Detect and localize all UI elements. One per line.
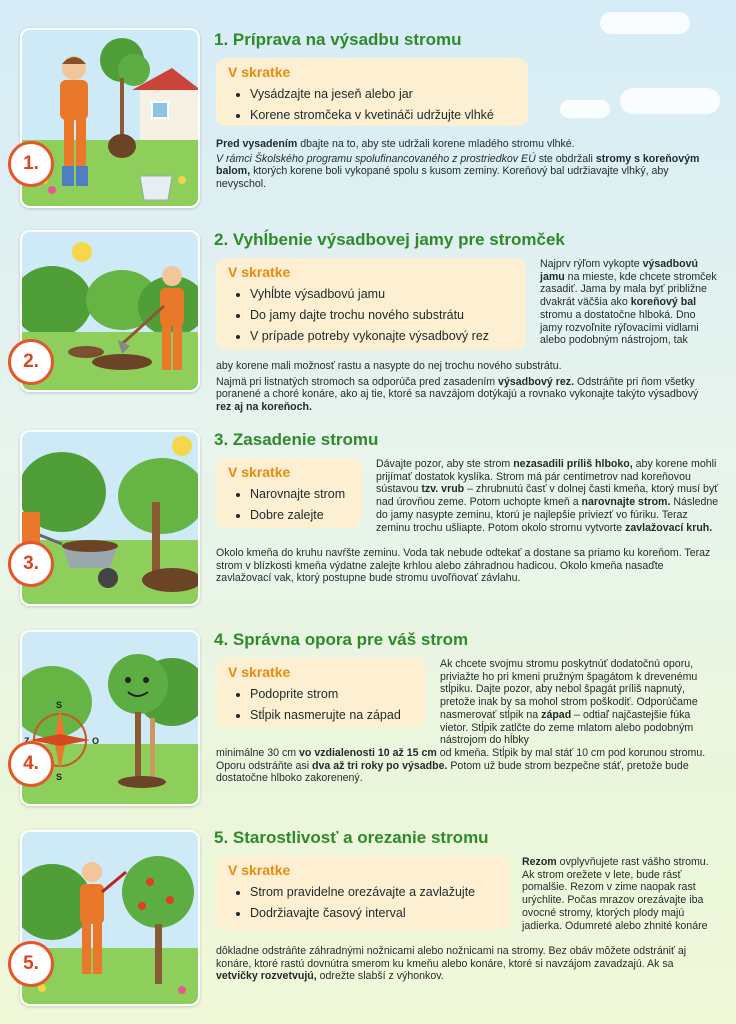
summary-item: • Vyhĺbte výsadbovú jamu [250, 284, 514, 305]
cloud-decoration [560, 100, 610, 118]
paragraph: V rámci Školského programu spolufinancovaného z prostriedkov EÚ ste obdržali stromy s koreňovým balom, ktorých korene boli vykopané spolu s kusom zeminy. Koreňový bal udržiavajte vlhký, aby nevyschol. [216, 152, 700, 191]
summary-box [216, 458, 362, 528]
summary-heading: V skratke [228, 64, 291, 80]
summary-item: • V prípade potreby vykonajte výsadbový rez [250, 326, 514, 347]
paragraph: Pred vysadením dbajte na to, aby ste udržali korene mladého stromu vlhké. [216, 138, 575, 150]
side-text [376, 458, 722, 534]
summary-box [216, 856, 510, 930]
summary-item: • Dodržiavajte časový interval [250, 903, 498, 924]
step-number-badge: 3. [8, 541, 54, 587]
summary-list [228, 684, 414, 726]
cloud-decoration [620, 88, 720, 114]
step-number-badge: 5. [8, 941, 54, 987]
section-title: 5. Starostlivosť a orezanie stromu [214, 828, 489, 847]
summary-item: • Stĺpik nasmerujte na západ [250, 705, 414, 726]
step-number-badge: 2. [8, 339, 54, 385]
section-text [216, 747, 716, 785]
step-number-badge: 4. [8, 741, 54, 787]
section-text [216, 547, 716, 585]
paragraph: Ak chcete svojmu stromu poskytnúť dodatočnú oporu, priviažte ho pri kmeni pružným špagátom k drevenému stĺpiku. Dajte pozor, aby nebol špagát príliš napnutý, pretože inak by sa mohol strom poškodiť. Odporúčame nasmerovať stĺpik na západ – odtiaľ najčastejšie fúka vietor. Stĺpik zatlčte do zeme mlatom alebo podobným nástrojom do hĺbky [440, 658, 698, 747]
section-title: 4. Správna opora pre váš strom [214, 630, 469, 649]
summary-heading: V skratke [228, 464, 291, 480]
summary-heading: V skratke [228, 664, 291, 680]
side-text [440, 658, 720, 747]
cloud-decoration [600, 12, 690, 34]
paragraph: minimálne 30 cm vo vzdialenosti 10 až 15 cm od kmeňa. Stĺpik by mal stáť 10 cm pod korunou stromu. Oporu odstráňte asi dva až tri roky po výsadbe. Potom už bude strom bezpečne stáť, pretože bude dostatočne hlboko zakorenený. [216, 747, 706, 785]
compass-east-label: O [92, 736, 100, 746]
side-text [522, 856, 720, 932]
summary-item: • Strom pravidelne orezávajte a zavlažujte [250, 882, 498, 903]
step-number-badge: 1. [8, 141, 54, 187]
summary-box [216, 258, 526, 350]
summary-heading: V skratke [228, 264, 291, 280]
summary-list [228, 84, 516, 126]
summary-item: • Vysádzajte na jeseň alebo jar [250, 84, 516, 105]
summary-box [216, 58, 528, 126]
paragraph: aby korene mali možnosť rastu a nasypte do nej trochu nového substrátu. [216, 360, 562, 372]
section-title: 2. Vyhĺbenie výsadbovej jamy pre stromček [214, 230, 565, 249]
summary-item: • Do jamy dajte trochu nového substrátu [250, 305, 514, 326]
paragraph: dôkladne odstráňte záhradnými nožnicami alebo nožnicami na stromy. Bez obáv môžete odstrániť aj konáre, ktoré rastú dovnútra smerom ku kmeňu alebo konáre, ktoré si navzájom zavadzajú. Ak sa vetvičky rozvetvujú, odrežte slabší z výhonkov. [216, 945, 687, 983]
summary-list [228, 484, 350, 526]
summary-item: • Korene stromčeka v kvetináči udržujte vlhké [250, 105, 516, 126]
section-text [216, 138, 716, 191]
summary-list [228, 284, 514, 347]
section-text [216, 945, 716, 983]
paragraph: Okolo kmeňa do kruhu navŕšte zeminu. Voda tak nebude odtekať a dostane sa priamo ku koreňom. Teraz strom v blízkosti kmeňa výdatne zalejte krhlou alebo záhradnou hadicou. Okolo kmeňa nasaďte zavlažovací vak, ktorý postupne bude stromu uvoľňovať závlahu. [216, 547, 711, 585]
paragraph: Najprv rýľom vykopte výsadbovú jamu na mieste, kde chcete stromček zasadiť. Jama by mala byť približne dvakrát väčšia ako koreňový bal stromu a dostatočne hlboká. Dno jamy rozvoľnite rýľovacími vidlami alebo podobným nástrojom, tak [540, 258, 717, 347]
illustration-planting-preparation [20, 28, 200, 208]
compass-south-label: S [56, 772, 63, 782]
section-title: 3. Zasadenie stromu [214, 430, 379, 449]
section-text [216, 360, 716, 414]
section-title: 1. Príprava na výsadbu stromu [214, 30, 462, 49]
paragraph: Najmä pri listnatých stromoch sa odporúča pred zasadením výsadbový rez. Odstráňte pri ňom všetky poranené a choré konáre, ako aj tie, ktoré sa navzájom dotýkajú a rovnako vykonajte takýto výsadbový rez aj na koreňoch. [216, 375, 699, 414]
compass-north-label: S [56, 700, 63, 710]
summary-heading: V skratke [228, 862, 291, 878]
paragraph: Dávajte pozor, aby ste strom nezasadili príliš hlboko, aby korene mohli prijímať dostatok kyslíka. Strom má pár centimetrov nad koreňovou sústavou tzv. vrub – zhrubnutú časť v dolnej časti kmeňa, ktorý musí byť nad úrovňou zeme. Potom uchopte kmeň a narovnajte strom. Následne do jamy nasypte zeminu, ktorú je najlepšie priviezť vo fúriku. Teraz zeminu trochu ušliapte. Potom okolo stromu vytvorte zavlažovací kruh. [376, 458, 719, 534]
summary-item: • Dobre zalejte [250, 505, 350, 526]
summary-item: • Podoprite strom [250, 684, 414, 705]
summary-item: • Narovnajte strom [250, 484, 350, 505]
summary-box [216, 658, 426, 728]
side-text [540, 258, 720, 347]
summary-list [228, 882, 498, 924]
paragraph: Rezom ovplyvňujete rast vášho stromu. Ak strom orežete v lete, bude rásť pomalšie. Rezom v zime naopak rast urýchlite. Počas mrazov orezávajte iba ovocné stromy, ktorých plody majú jadierka. Odumreté alebo zhnité konáre [522, 856, 709, 932]
